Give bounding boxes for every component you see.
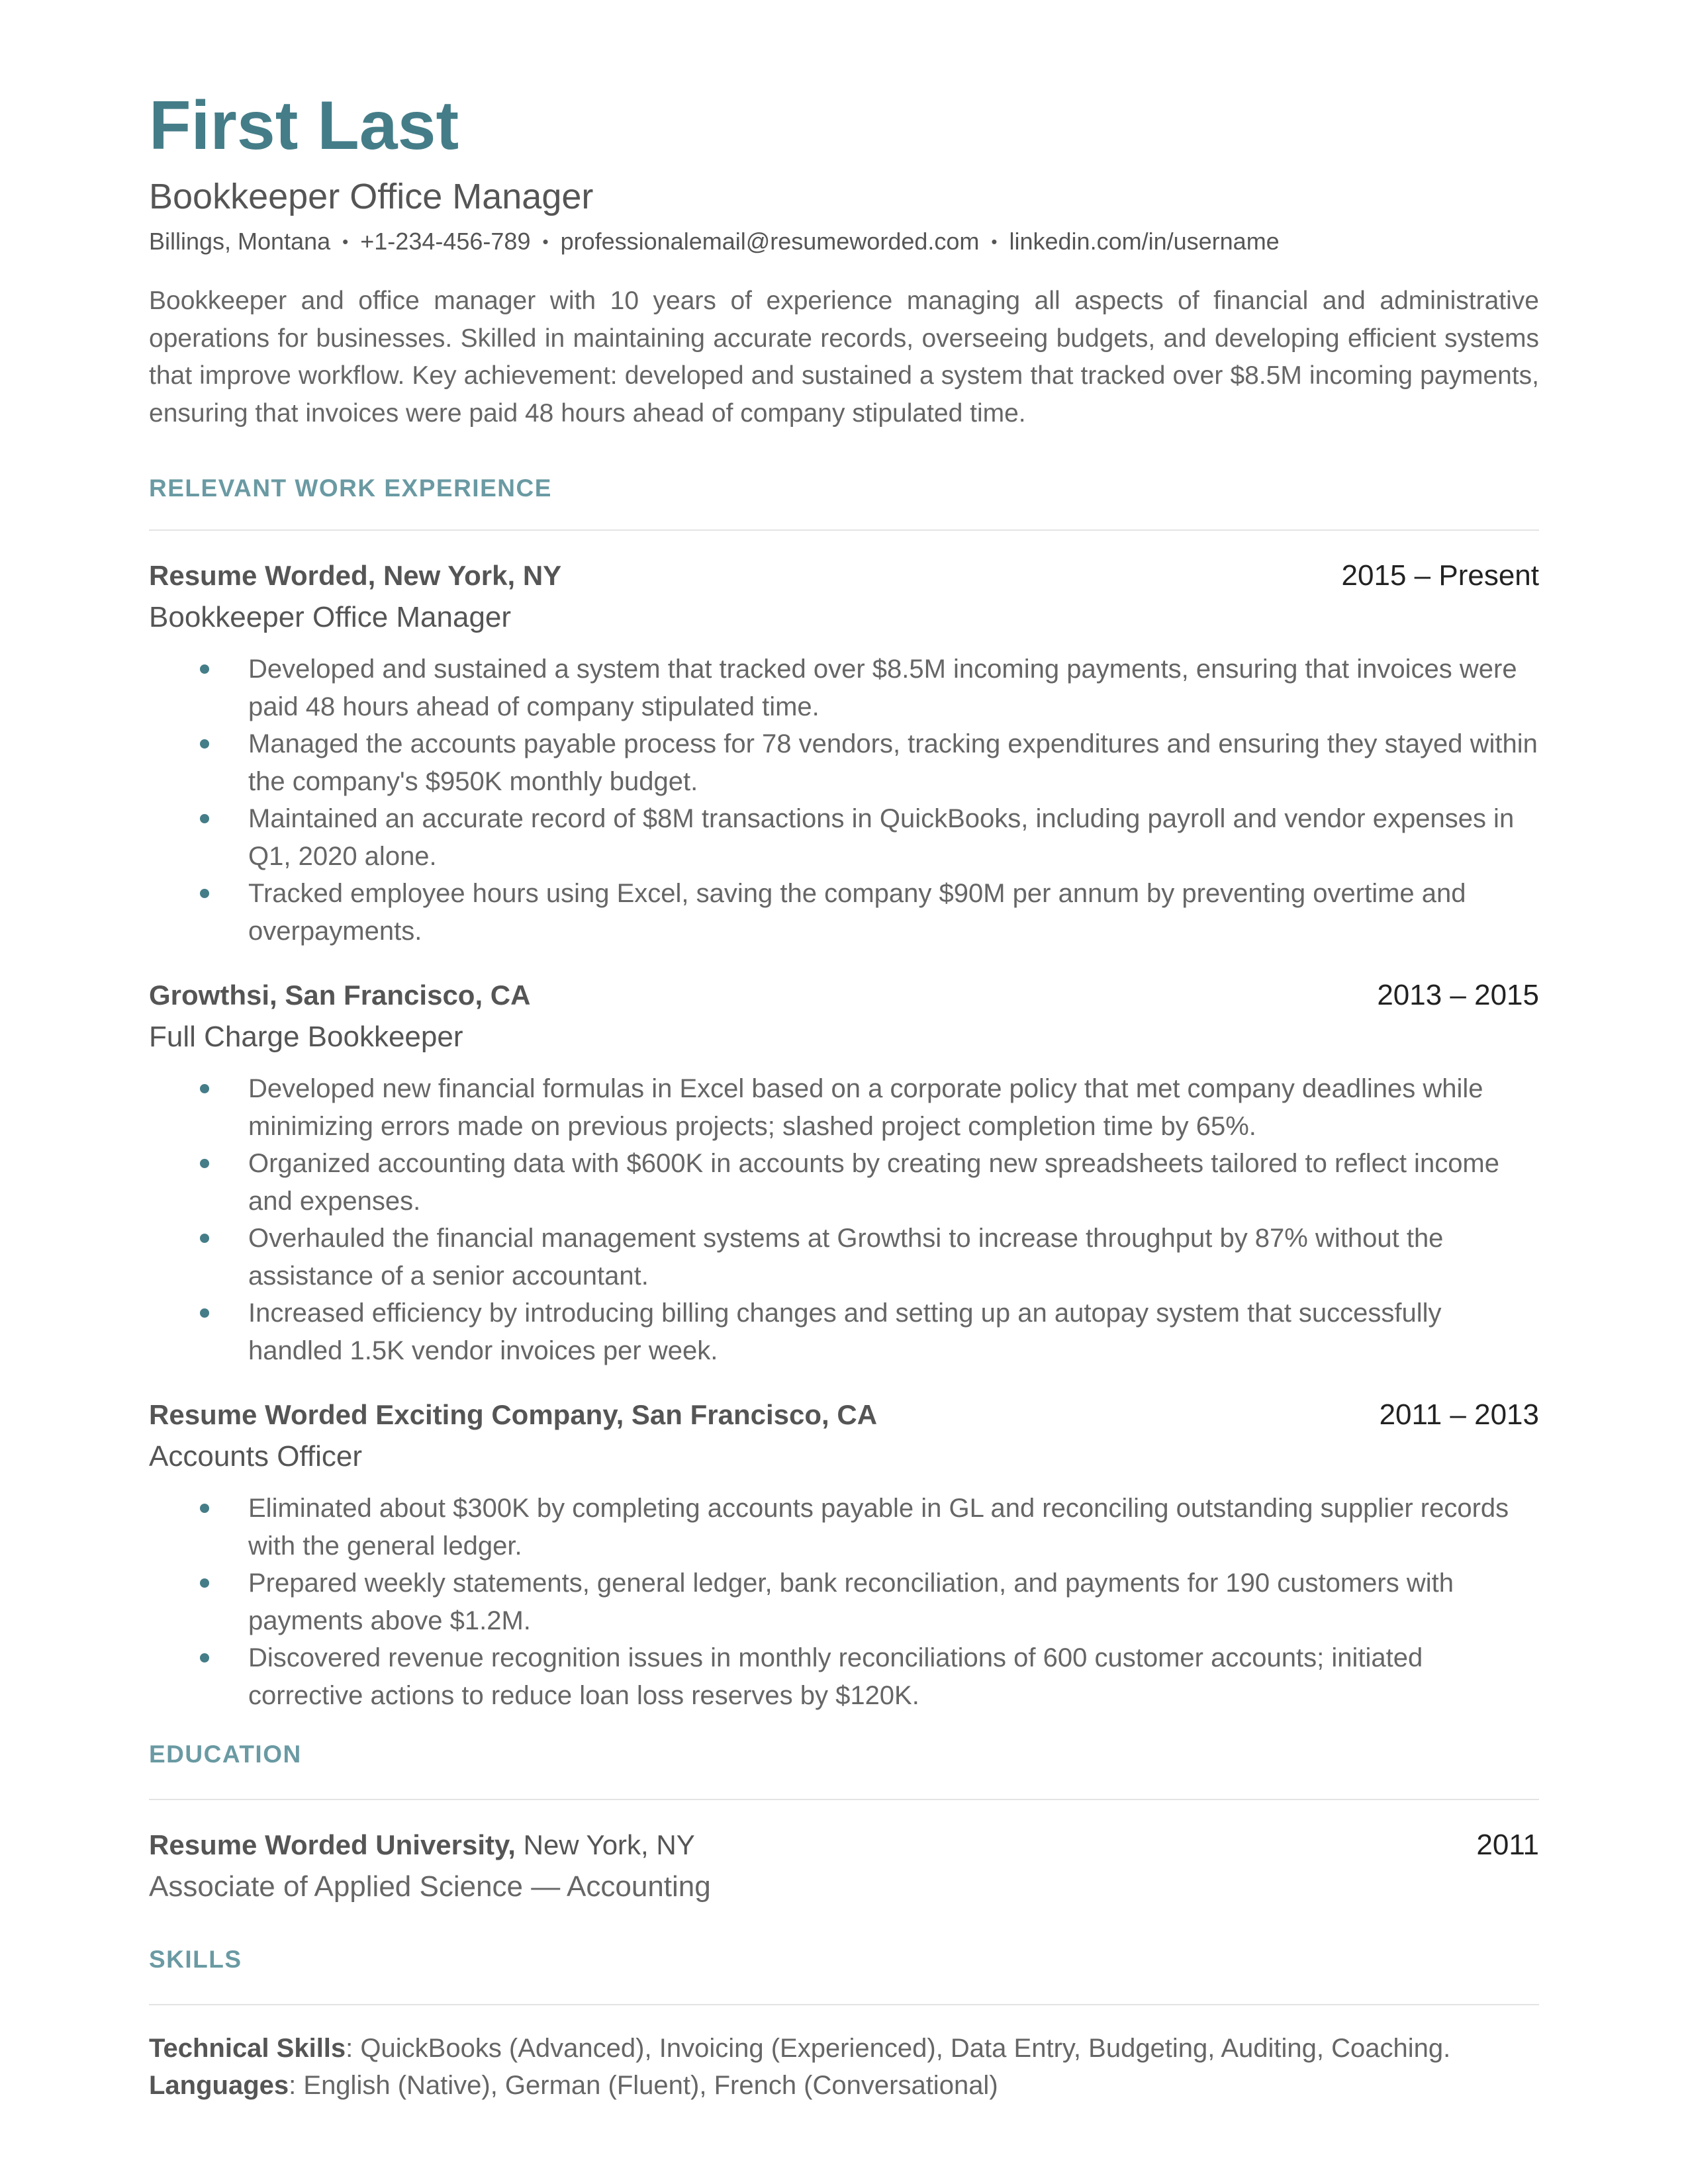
bullet-dot-icon — [200, 664, 209, 674]
technical-skills-value: : QuickBooks (Advanced), Invoicing (Experienced), Data Entry, Budgeting, Auditing, Coaching. — [346, 2034, 1451, 2063]
bullet-dot-icon — [200, 1234, 209, 1243]
candidate-name: First Last — [149, 87, 459, 164]
bullet-dot-icon — [200, 1504, 209, 1513]
technical-skills-label: Technical Skills — [149, 2034, 346, 2063]
job-header — [149, 976, 1539, 1015]
languages-label: Languages — [149, 2071, 289, 2100]
technical-skills — [149, 2030, 1450, 2067]
job-role: Accounts Officer — [149, 1440, 362, 1473]
job-dates: 2015 – Present — [1341, 559, 1539, 592]
contact-email: professionalemail@resumeworded.com — [560, 228, 980, 255]
languages — [149, 2067, 998, 2104]
education-divider — [149, 1799, 1539, 1800]
list-item: Prepared weekly statements, general ledger, bank reconciliation, and payments for 190 customers with payments above $1.2M. — [149, 1565, 1539, 1639]
contact-location: Billings, Montana — [149, 228, 331, 255]
job-bullets — [149, 1490, 1539, 1714]
job-company: Resume Worded Exciting Company, San Francisco, CA — [149, 1399, 878, 1430]
experience-heading: RELEVANT WORK EXPERIENCE — [149, 475, 552, 502]
job-dates: 2013 – 2015 — [1377, 979, 1539, 1011]
skills-divider — [149, 2004, 1539, 2005]
list-item: Developed and sustained a system that tracked over $8.5M incoming payments, ensuring that invoices were paid 48 hours ahead of company stipulated time. — [149, 651, 1539, 725]
education-header — [149, 1825, 1539, 1865]
bullet-dot-icon — [200, 1084, 209, 1093]
list-item: Organized accounting data with $600K in accounts by creating new spreadsheets tailored to reflect income and expenses. — [149, 1145, 1539, 1220]
languages-value: : English (Native), German (Fluent), French (Conversational) — [289, 2071, 998, 2100]
list-item: Maintained an accurate record of $8M transactions in QuickBooks, including payroll and vendor expenses in Q1, 2020 alone. — [149, 800, 1539, 875]
contact-phone: +1-234-456-789 — [360, 228, 531, 255]
job-role: Full Charge Bookkeeper — [149, 1021, 463, 1053]
bullet-dot-icon — [200, 1159, 209, 1168]
contact-separator: • — [342, 232, 349, 251]
contact-linkedin: linkedin.com/in/username — [1009, 228, 1280, 255]
bullet-dot-icon — [200, 814, 209, 823]
job-bullets — [149, 651, 1539, 950]
job-company: Growthsi, San Francisco, CA — [149, 979, 531, 1011]
candidate-title: Bookkeeper Office Manager — [149, 177, 594, 216]
job-bullets — [149, 1070, 1539, 1369]
summary-paragraph: Bookkeeper and office manager with 10 years of experience managing all aspects of financial and administrative operations for businesses. Skilled in maintaining accurate records, overseeing budgets, and developing efficient systems that improve workflow. Key achievement: developed and sustained a system that tracked over $8.5M incoming payments, ensuring that invoices were paid 48 hours ahead of company stipulated time. — [149, 287, 1539, 428]
list-item: Managed the accounts payable process for 78 vendors, tracking expenditures and ensuring they stayed within the company's $950K monthly budget. — [149, 725, 1539, 800]
job-header — [149, 556, 1539, 596]
job-role: Bookkeeper Office Manager — [149, 601, 512, 633]
contact-separator: • — [542, 232, 549, 251]
experience-divider — [149, 529, 1539, 531]
education-school: Resume Worded University, New York, NY — [149, 1829, 695, 1860]
bullet-dot-icon — [200, 889, 209, 898]
bullet-dot-icon — [200, 1578, 209, 1588]
contact-separator: • — [991, 232, 998, 251]
job-company: Resume Worded, New York, NY — [149, 560, 562, 591]
skills-heading: SKILLS — [149, 1946, 242, 1973]
list-item: Increased efficiency by introducing billing changes and setting up an autopay system that successfully handled 1.5K vendor invoices per week. — [149, 1295, 1539, 1369]
list-item: Discovered revenue recognition issues in monthly reconciliations of 600 customer accounts; initiated corrective actions to reduce loan loss reserves by $120K. — [149, 1639, 1539, 1714]
job-header — [149, 1395, 1539, 1435]
bullet-dot-icon — [200, 739, 209, 749]
list-item: Eliminated about $300K by completing accounts payable in GL and reconciling outstanding supplier records with the general ledger. — [149, 1490, 1539, 1565]
list-item: Tracked employee hours using Excel, saving the company $90M per annum by preventing overtime and overpayments. — [149, 875, 1539, 950]
job-dates: 2011 – 2013 — [1379, 1398, 1539, 1431]
education-heading: EDUCATION — [149, 1741, 302, 1768]
education-year: 2011 — [1476, 1829, 1539, 1861]
education-location: New York, NY — [515, 1829, 695, 1860]
bullet-dot-icon — [200, 1653, 209, 1662]
education-degree: Associate of Applied Science — Accounting — [149, 1870, 711, 1903]
contact-line — [149, 225, 1280, 258]
list-item: Developed new financial formulas in Excel based on a corporate policy that met company deadlines while minimizing errors made on previous projects; slashed project completion time by 65%. — [149, 1070, 1539, 1145]
list-item: Overhauled the financial management systems at Growthsi to increase throughput by 87% without the assistance of a senior accountant. — [149, 1220, 1539, 1295]
bullet-dot-icon — [200, 1308, 209, 1318]
